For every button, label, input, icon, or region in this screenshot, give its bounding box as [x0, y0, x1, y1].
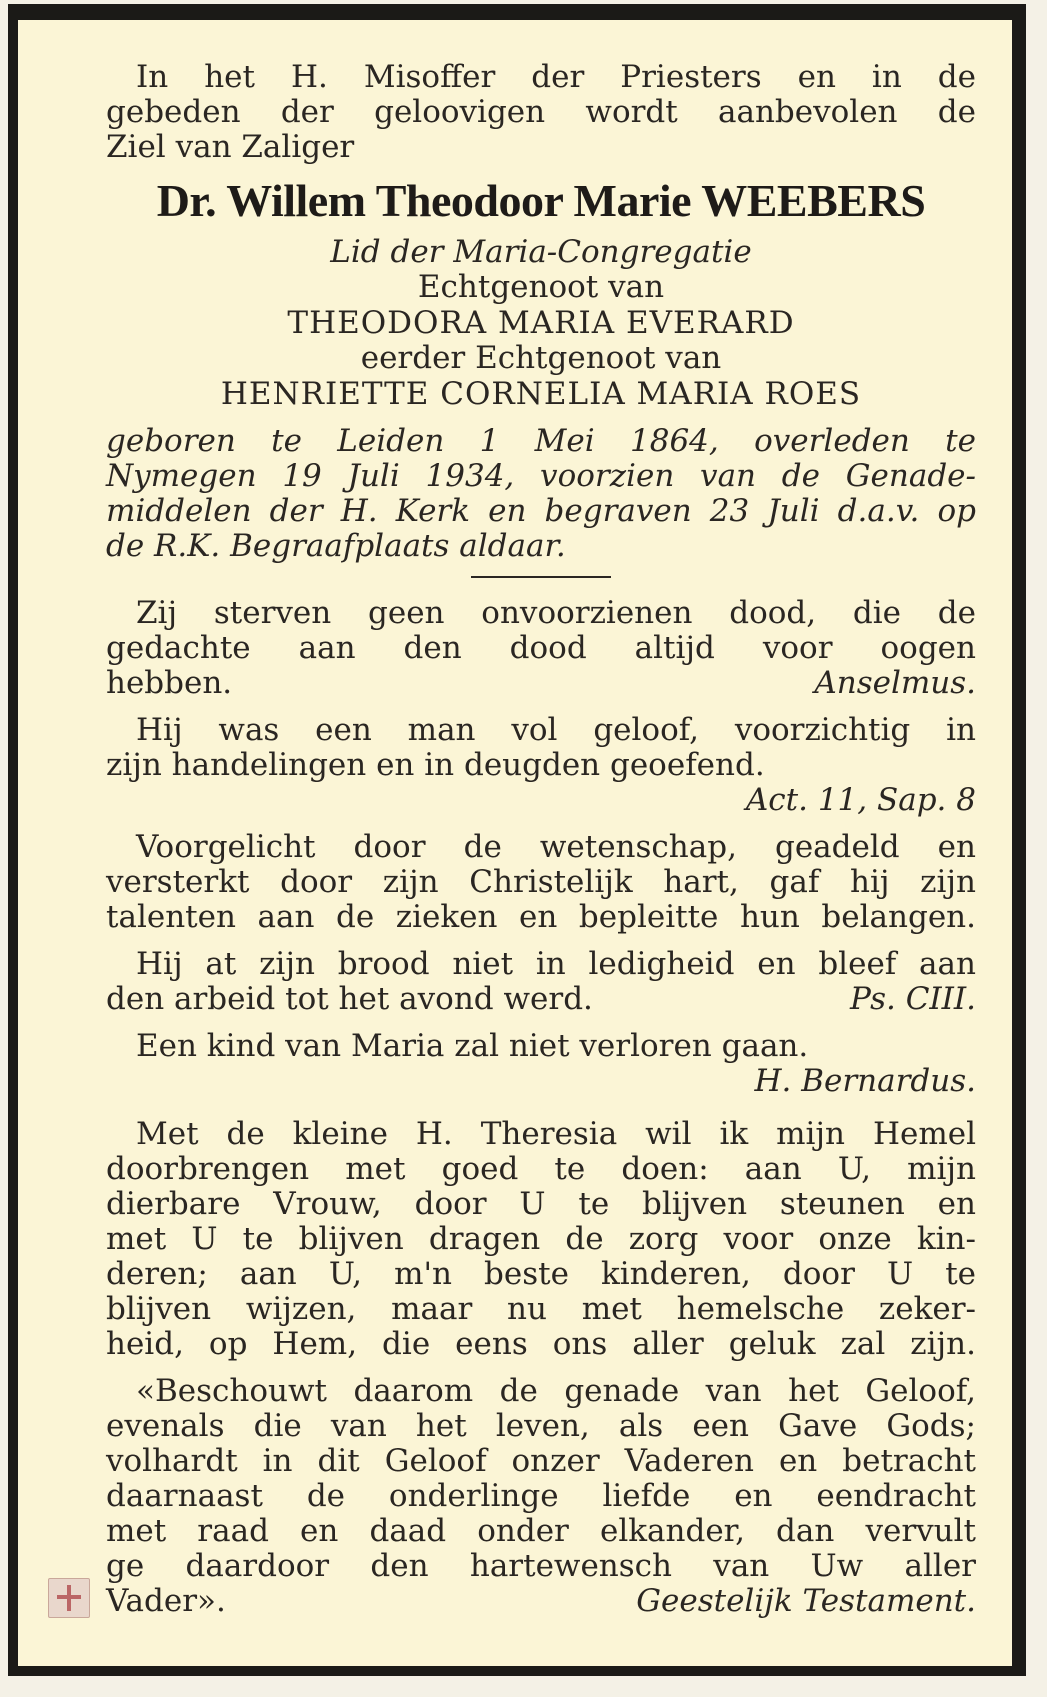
quote-line: gedachte aan den dood altijd voor oogen: [106, 630, 976, 666]
crest-stamp-icon: [48, 1578, 90, 1618]
quote-line: Met de kleine H. Theresia wil ik mijn Hemel: [136, 1116, 976, 1152]
divider: [471, 576, 611, 578]
intro-line: Ziel van Zaliger: [106, 129, 355, 165]
quote-line: versterkt door zijn Christelijk hart, gaf hij zijn: [106, 864, 976, 900]
quote-line: volhardt in dit Geloof onzer Vaderen en betracht: [106, 1443, 976, 1479]
quote-last-row: [106, 666, 976, 701]
quote-line: Voorgelicht door de wetenschap, geadeld en: [136, 829, 976, 865]
quote-line: Zij sterven geen onvoorzienen dood, die de: [136, 595, 976, 631]
quote-line: Een kind van Maria zal niet verloren gaan.: [136, 1028, 809, 1064]
quote-line: zijn handelingen en in deugden geoefend.: [106, 747, 765, 783]
spacer: [106, 1099, 976, 1117]
spouse1-label: Echtgenoot van: [417, 269, 665, 305]
bio-line: de R.K. Begraafplaats aldaar.: [106, 528, 566, 564]
quote-science: [106, 830, 976, 935]
quote-line: dierbare Vrouw, door U te blijven steunen en: [106, 1186, 976, 1222]
bio-line: Nymegen 19 Juli 1934, voorzien van de Genade-: [106, 458, 976, 494]
quote-line: blijven wijzen, maar nu met hemelsche zeker-: [106, 1291, 976, 1327]
quote-line: den arbeid tot het avond werd.: [106, 981, 593, 1017]
quote-line: met raad en daad onder elkander, dan vervult: [106, 1513, 976, 1549]
biography: [106, 424, 976, 564]
quote-line: Hij at zijn brood niet in ledigheid en bleef aan: [136, 946, 976, 982]
quote-source: H. Bernardus.: [754, 1063, 976, 1099]
quote-source: Act. 11, Sap. 8: [745, 782, 976, 818]
quote-last-row: [106, 1584, 976, 1619]
quote-line: doorbrengen met goed te doen: aan U, mijn: [106, 1151, 976, 1187]
quote-line: met U te blijven dragen de zorg voor onze kin-: [106, 1221, 976, 1257]
spouse2-name: HENRIETTE CORNELIA MARIA ROES: [220, 376, 862, 412]
quote-line: hebben.: [106, 665, 233, 701]
spouse1-name: THEODORA MARIA EVERARD: [287, 305, 795, 341]
quote-source: Geestelijk Testament.: [636, 1583, 976, 1619]
quote-theresia: [106, 1117, 976, 1362]
intro-text: [106, 60, 976, 165]
quote-line: Vader».: [106, 1583, 226, 1619]
intro-line: gebeden der geloovigen wordt aanbevolen de: [106, 94, 976, 130]
bio-line: middelen der H. Kerk en begraven 23 Juli d.a.v. op: [106, 493, 976, 529]
quote-acts: [106, 713, 976, 818]
bio-line: geboren te Leiden 1 Mei 1864, overleden te: [106, 423, 976, 459]
spouse2-label: eerder Echtgenoot van: [360, 340, 722, 376]
quote-testament: [106, 1374, 976, 1619]
quote-line: talenten aan de zieken en bepleitte hun belangen.: [106, 899, 976, 935]
congregation: Lid der Maria-Congregatie: [330, 234, 752, 270]
quote-line: deren; aan U, m'n beste kinderen, door U te: [106, 1256, 976, 1292]
quote-anselmus: [106, 596, 976, 701]
quote-source: Anselmus.: [814, 665, 976, 701]
quote-line: evenals die van het leven, als een Gave Gods;: [106, 1408, 976, 1444]
quote-line: ge daardoor den hartewensch van Uw aller: [106, 1548, 976, 1584]
quote-line: «Beschouwt daarom de genade van het Geloof,: [136, 1373, 976, 1409]
quote-line: Hij was een man vol geloof, voorzichtig in: [136, 712, 976, 748]
intro-line: In het H. Misoffer der Priesters en in de: [136, 59, 976, 95]
quote-line: daarnaast de onderlinge liefde en eendracht: [106, 1478, 976, 1514]
quote-line: heid, op Hem, die eens ons aller geluk zal zijn.: [106, 1326, 976, 1362]
quote-last-row: [106, 982, 976, 1017]
card-text: [106, 60, 976, 1619]
quote-bernardus: [106, 1029, 976, 1099]
quote-source: Ps. CIII.: [850, 981, 976, 1017]
quote-psalm: [106, 947, 976, 1017]
deceased-name: Dr. Willem Theodoor Marie WEEBERS: [156, 175, 926, 226]
memorial-card: [8, 4, 1026, 1676]
